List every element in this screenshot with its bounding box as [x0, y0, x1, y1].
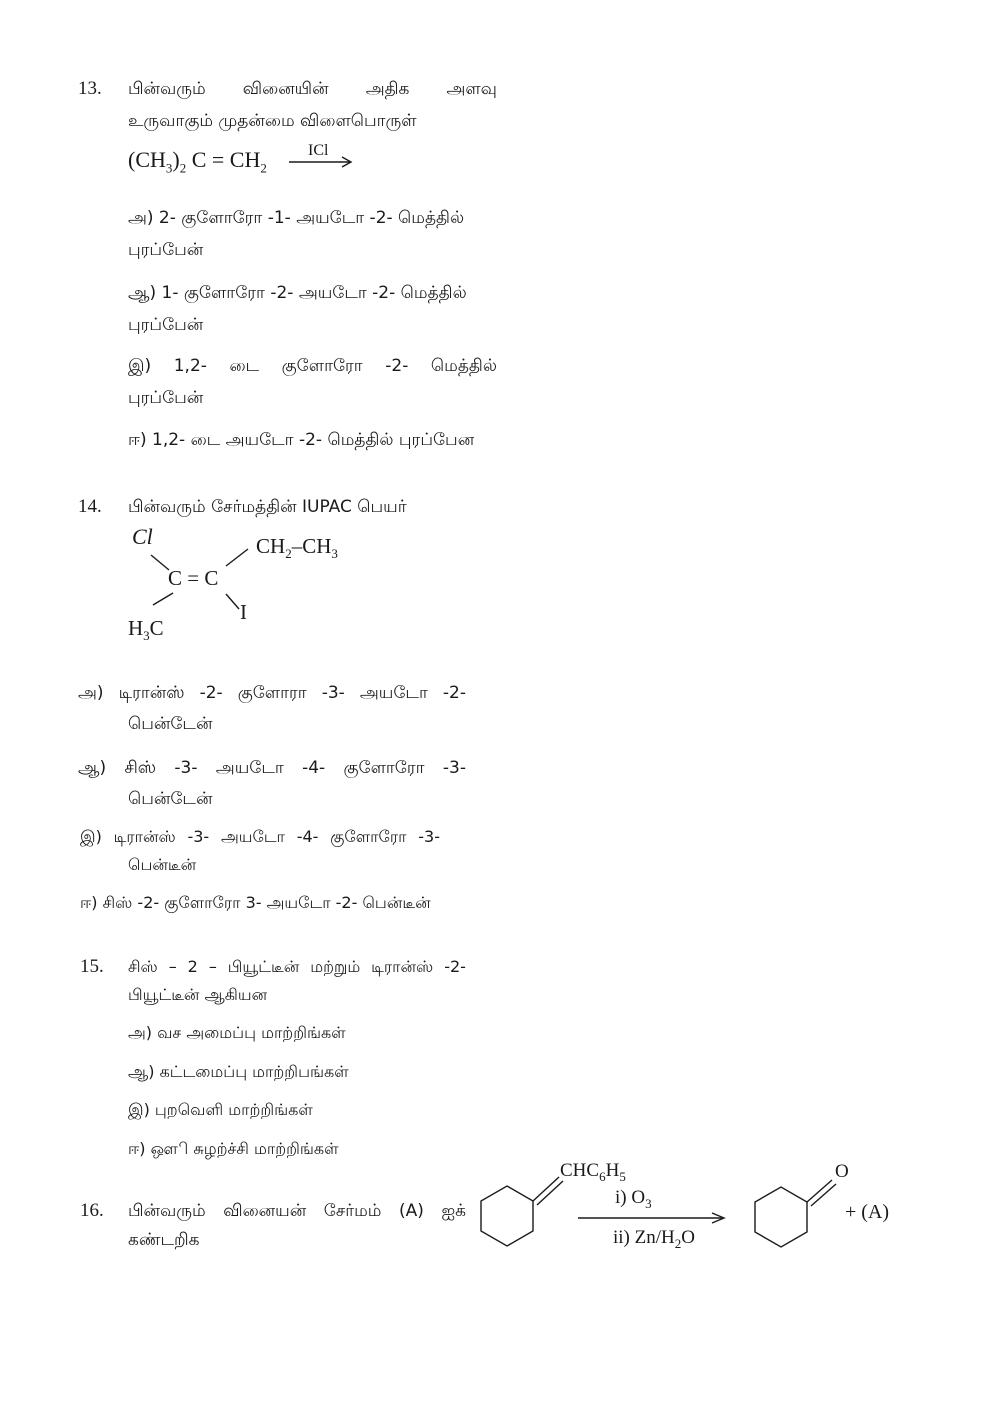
- option-word: -4-: [296, 827, 319, 846]
- option-word: -4-: [302, 758, 326, 778]
- stem-word: –: [208, 957, 217, 976]
- q14-option-c-line2: பென்டீன்: [128, 855, 197, 874]
- option-text: அ) 2- குளோரோ -1- அயடோ -2- மெத்தில்: [128, 208, 465, 228]
- option-word: அ): [78, 683, 104, 703]
- q16-number: 16.: [80, 1200, 104, 1221]
- stem-word: ஐக்: [441, 1201, 466, 1221]
- reagent-part: i) O: [615, 1187, 646, 1208]
- q13-reagent: ICl: [308, 142, 329, 159]
- q14-bond-ethyl: [226, 549, 248, 566]
- option-word: -3-: [321, 683, 345, 703]
- option-word: 1,2-: [173, 356, 207, 376]
- q16-plus-a: + (A): [845, 1201, 890, 1223]
- reagent-part: ii) Zn/H: [613, 1227, 675, 1248]
- option-word: -3-: [187, 827, 210, 846]
- option-word: அயடோ: [359, 683, 428, 703]
- option-word: -3-: [442, 758, 466, 778]
- stem-word: டிரான்ஸ்: [371, 957, 434, 976]
- q14-option-a-line2: பென்டேன்: [128, 714, 213, 734]
- option-word: சிஸ்: [124, 758, 157, 778]
- reactant-subscript: 3: [165, 160, 173, 176]
- q13-stem-line2: உருவாகும் முதன்மை விளைபொருள்: [128, 111, 417, 131]
- q13-number: 13.: [78, 78, 102, 99]
- q13-reactant: $(CH_3)_2$ $C = CH_2$: [128, 147, 267, 176]
- reagent-subscript: 2: [674, 1235, 682, 1251]
- q14-number: 14.: [78, 496, 102, 517]
- reactant-part: C = CH: [186, 147, 261, 172]
- q13-stem-word: அதிக: [365, 79, 410, 99]
- option-word: -3-: [174, 758, 198, 778]
- option-word: ஆ): [78, 758, 107, 778]
- reactant-subscript: 2: [179, 160, 187, 176]
- q16-product-oxygen: O: [835, 1161, 849, 1182]
- stem-word: 2: [187, 957, 198, 976]
- stem-word: பின்வரும்: [128, 1201, 206, 1221]
- q14-double-bond-center: C = C: [168, 566, 219, 590]
- methyl-part: C: [149, 616, 164, 640]
- q16-stem-line2: கண்டறிக: [128, 1230, 200, 1250]
- ethyl-part: CH: [256, 534, 286, 558]
- q14-option-d: ஈ) சிஸ் -2- குளோரோ 3- அயடோ -2- பென்டீன்: [80, 893, 431, 912]
- q14-bond-cl: [151, 555, 169, 570]
- stem-word: (A): [399, 1201, 424, 1221]
- stem-word: பியூட்டீன்: [227, 957, 300, 976]
- option-text: ஆ) 1- குளோரோ -2- அயடோ -2- மெத்தில்: [128, 283, 467, 303]
- substituent-part: H: [605, 1160, 620, 1181]
- methyl-subscript: 3: [143, 628, 150, 644]
- ethyl-subscript: 3: [331, 546, 338, 562]
- q15-option-c: இ) புறவெளி மாற்றிங்கள்: [128, 1100, 313, 1119]
- option-word: டை: [229, 356, 260, 376]
- q14-bond-iodo: [226, 594, 239, 609]
- stem-word: சேர்மம்: [323, 1201, 382, 1221]
- substituent-subscript: 6: [599, 1168, 606, 1184]
- option-word: இ): [80, 827, 102, 846]
- stem-word: வினையன்: [223, 1201, 307, 1221]
- substituent-part: CHC: [560, 1160, 600, 1181]
- q14-stem: பின்வரும் சேர்மத்தின் IUPAC பெயர்: [128, 497, 407, 517]
- q15-number: 15.: [80, 956, 104, 977]
- methyl-part: H: [128, 616, 144, 640]
- ethyl-subscript: 2: [285, 546, 292, 562]
- reagent-part: O: [681, 1227, 695, 1248]
- option-word: டிரான்ஸ்: [113, 827, 176, 846]
- q15-option-d: ஈ) ஔி சுழற்ச்சி மாற்றிங்கள்: [128, 1139, 339, 1158]
- reactant-subscript: 2: [260, 160, 267, 176]
- stem-word: சிஸ்: [128, 957, 158, 976]
- q15-option-a: அ) வச அமைப்பு மாற்றிங்கள்: [128, 1023, 346, 1042]
- option-word: -2-: [385, 356, 409, 376]
- q13-option-d: ஈ) 1,2- டை அயடோ -2- மெத்தில் புரப்பேன: [128, 430, 475, 450]
- q15-stem-line2: பியூட்டீன் ஆகியன: [128, 985, 268, 1004]
- q14-iodo-label: I: [240, 600, 247, 624]
- option-word: குளோரோ: [281, 356, 363, 376]
- option-word: இ): [128, 356, 152, 376]
- ethyl-part: –CH: [291, 534, 332, 558]
- q13-option-c-line2: புரப்பேன்: [128, 388, 204, 408]
- q13-option-a-line2: புரப்பேன்: [128, 240, 204, 260]
- q16-reactant-ring: [481, 1186, 533, 1246]
- option-word: மெத்தில்: [430, 356, 497, 376]
- option-word: குளோரோ: [343, 758, 425, 778]
- option-word: அயடோ: [220, 827, 285, 846]
- q13-stem-word: அளவு: [446, 79, 497, 99]
- q14-cl-label: Cl: [132, 524, 153, 549]
- stem-word: -2-: [444, 957, 466, 976]
- option-word: அயடோ: [215, 758, 284, 778]
- stem-word: மற்றும்: [310, 957, 361, 976]
- q15-option-b: ஆ) கட்டமைப்பு மாற்றிபங்கள்: [128, 1062, 349, 1081]
- reagent-subscript: 3: [645, 1195, 652, 1211]
- option-word: டிரான்ஸ்: [118, 683, 185, 703]
- option-word: -2-: [199, 683, 223, 703]
- option-word: -2-: [442, 683, 466, 703]
- q13-stem-word: பின்வரும்: [128, 79, 206, 99]
- substituent-subscript: 5: [619, 1168, 626, 1184]
- option-word: குளோரோ: [330, 827, 407, 846]
- stem-word: –: [168, 957, 177, 976]
- q14-option-b-line2: பென்டேன்: [128, 789, 213, 809]
- reactant-part: (CH: [128, 147, 166, 172]
- option-word: குளோரா: [237, 683, 307, 703]
- q13-option-b-line2: புரப்பேன்: [128, 315, 204, 335]
- q13-stem-word: வினையின்: [242, 79, 329, 99]
- q16-product-ring: [755, 1187, 807, 1247]
- q14-bond-methyl: [153, 593, 173, 605]
- option-word: -3-: [418, 827, 440, 846]
